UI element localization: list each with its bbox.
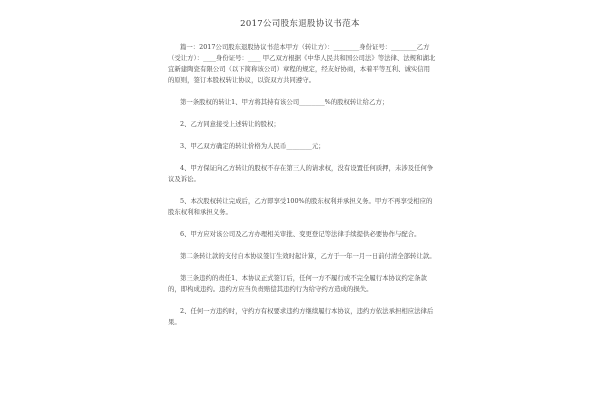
paragraph-article-3-item-2: 2、任何一方违约时，守约方有权要求违约方继续履行本协议，违约方依法承担相应法律后果。 xyxy=(168,307,434,326)
paragraph-article-1-item-3: 3、甲乙双方确定的转让价格为人民币________元； xyxy=(180,142,325,150)
document-body xyxy=(168,42,436,328)
paragraph-article-1-item-2: 2、乙方同意接受上述转让的股权； xyxy=(180,120,280,128)
paragraph-article-1-item-6: 6、甲方应对该公司及乙方办理相关审批、变更登记等法律手续提供必要协作与配合。 xyxy=(180,230,421,238)
document-title: 2017公司股东退股协议书范本 xyxy=(240,19,360,29)
paragraph-article-1-item-5: 5、本次股权转让完成后，乙方即享受100%的股东权利并承担义务。甲方不再享受相应的股东权利和承担义务。 xyxy=(168,197,433,216)
paragraph-article-3-item-1: 第三条违约的责任1、本协议正式签订后，任何一方不履行或不完全履行本协议约定条款的，即构成违约。违约方应当负责赔偿其违约行为给守约方造成的损失。 xyxy=(168,274,427,293)
paragraph-article-2: 第二条转让款的支付自本协议签订生效时起计算，乙方于一年一月一日前付清全部转让款。 xyxy=(180,252,436,260)
paragraph-article-1-item-4: 4、甲方保证向乙方转让的股权不存在第三人的请求权，没有设置任何质押，未涉及任何争议及诉讼。 xyxy=(168,164,434,183)
paragraph-article-1-item-1: 第一条股权的转让1、甲方将其持有该公司________%的股权转让给乙方； xyxy=(180,98,389,106)
paragraph-intro: 篇一：2017公司股东退股协议书范本甲方（转让方）：________身份证号：________乙方（受让方）：____身份证号：____ 甲乙双方根据《中华人民共和国公司法》等法律、法规和湖北宜新建陶瓷有限公司（以下简称该公司）章程的规定，经友好协商，本着平等互利、诚实信用的原则，签订本股权转让协议，以资双方共同遵守。 xyxy=(168,43,436,84)
